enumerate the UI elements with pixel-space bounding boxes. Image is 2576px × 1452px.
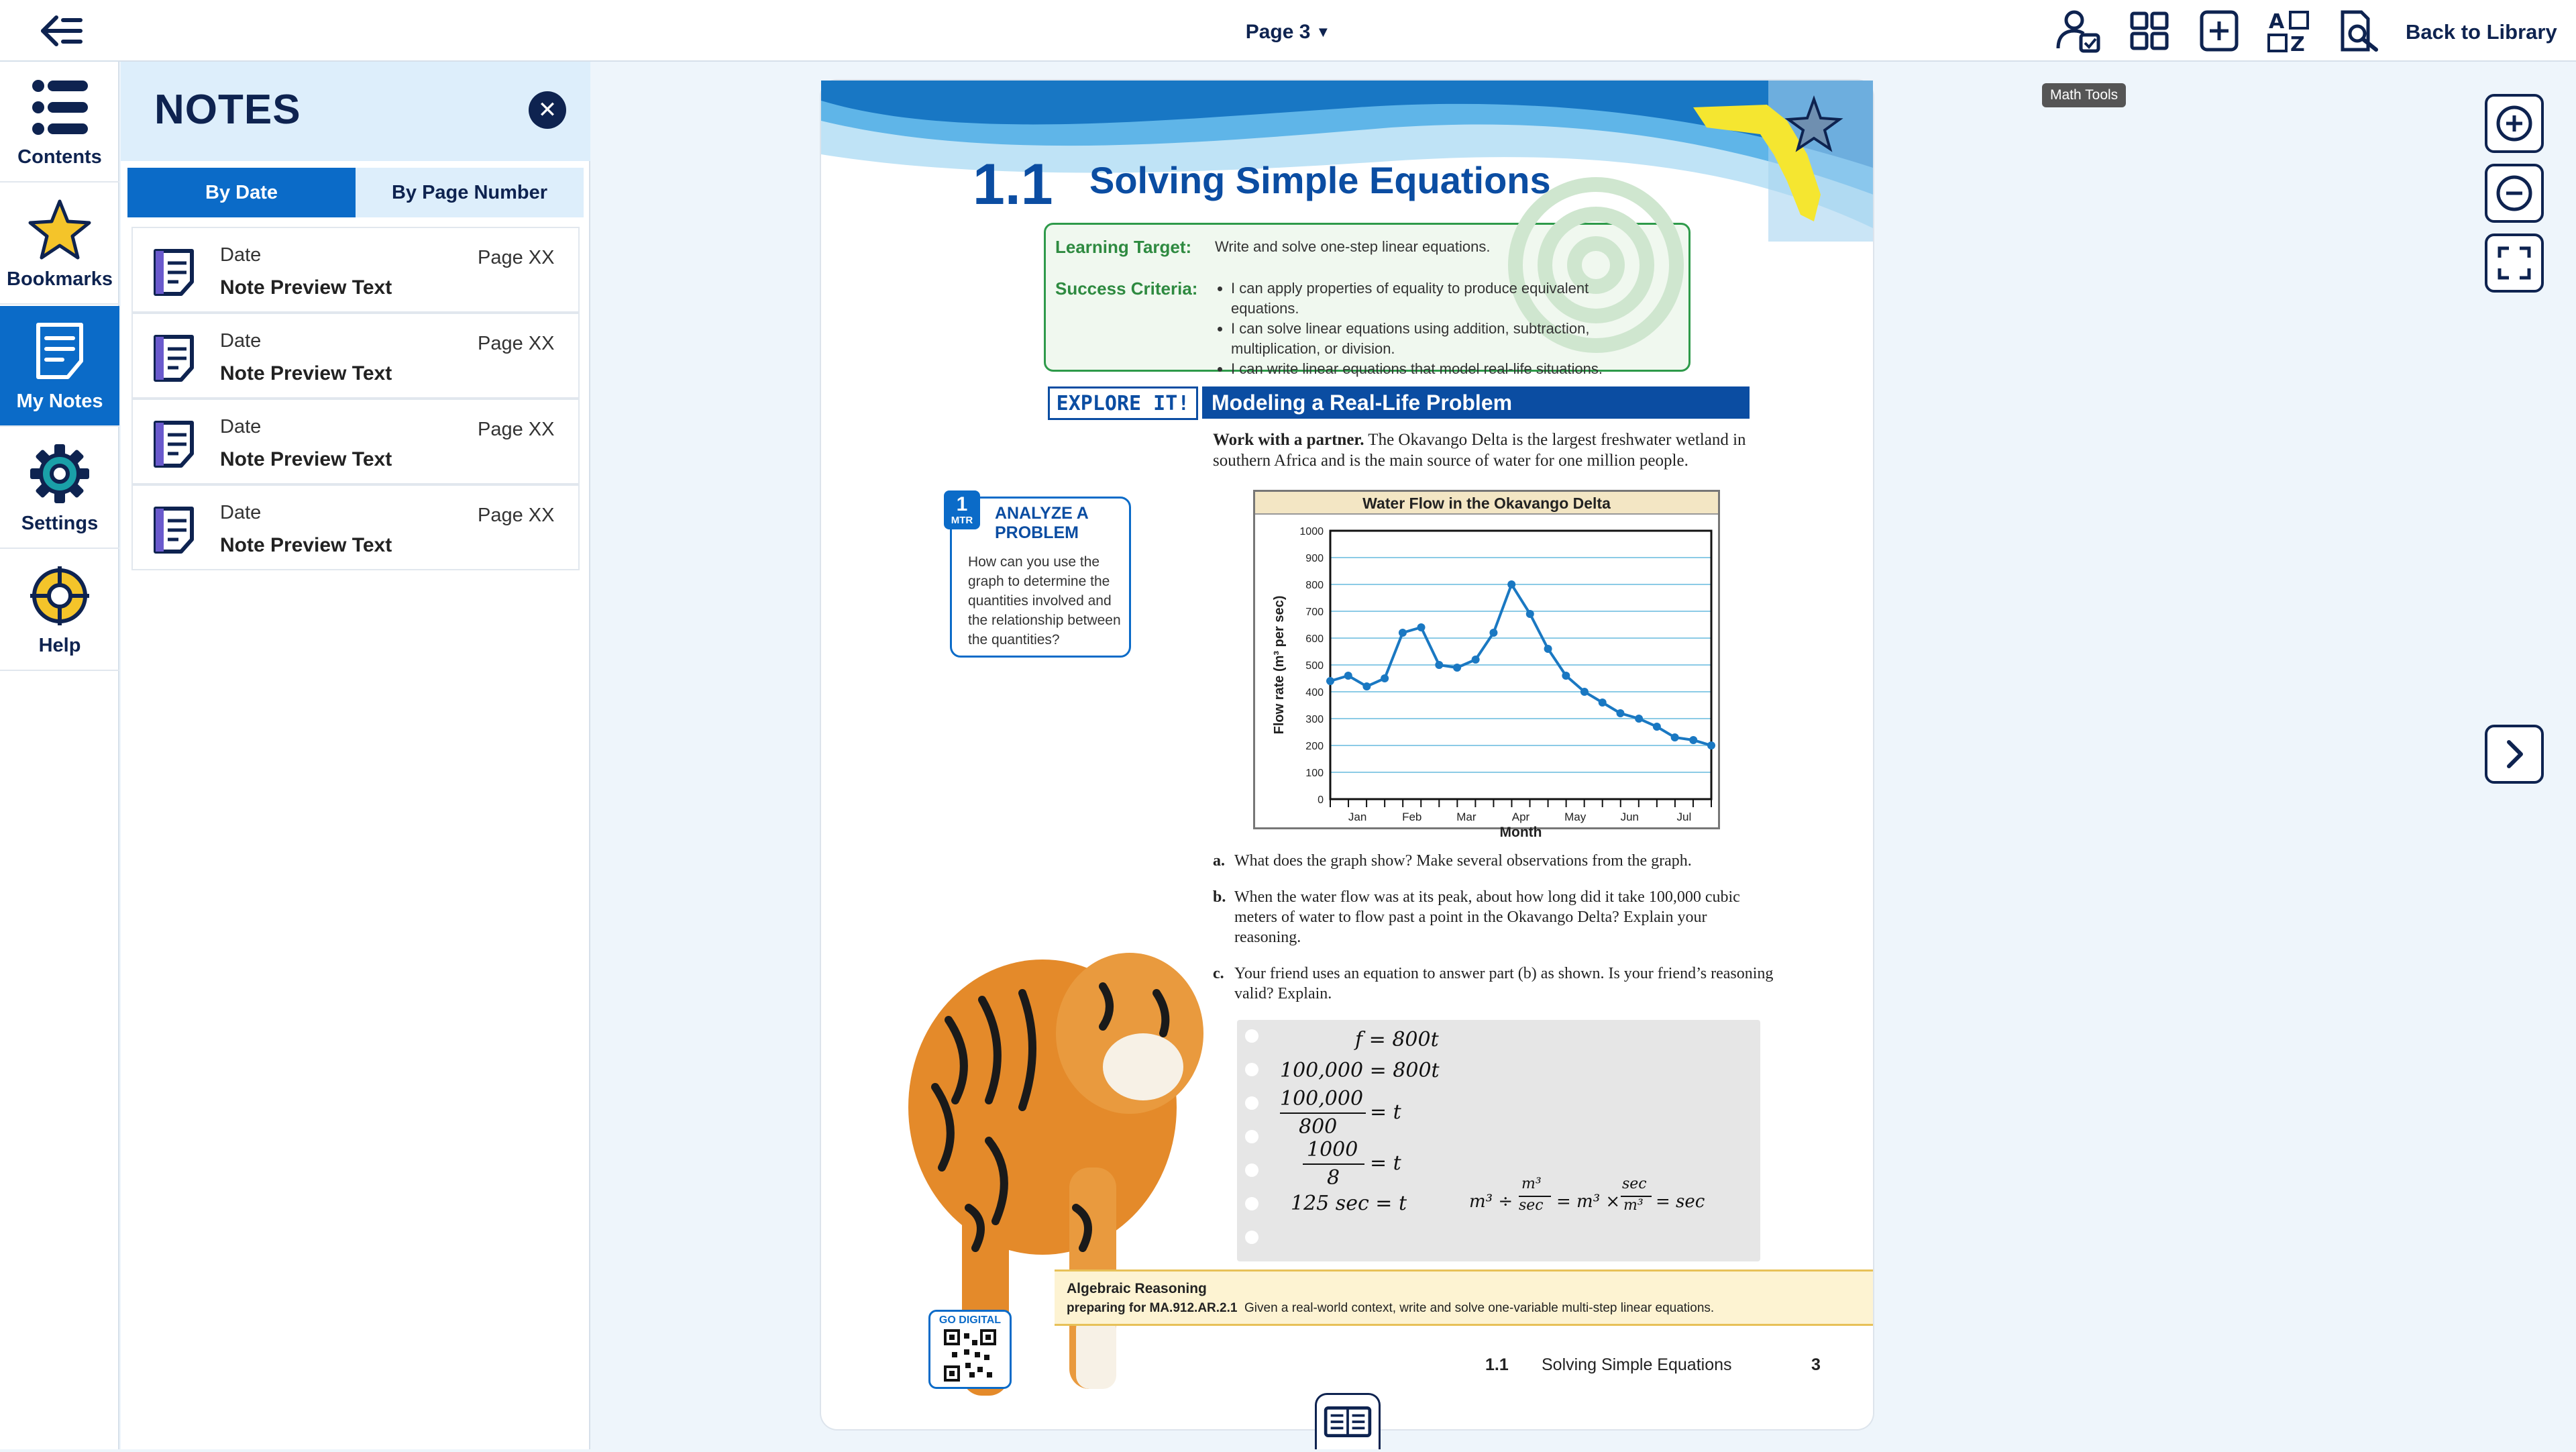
success-criterion: • I can write linear equations that model real-life situations.: [1231, 359, 1660, 379]
math-tools-tooltip: Math Tools: [2042, 83, 2126, 107]
explore-heading: [1048, 386, 1692, 420]
zoom-out-icon: [2487, 166, 2541, 220]
zoom-out-button[interactable]: [2485, 164, 2544, 223]
data-point: [1507, 580, 1515, 588]
units-left: m³ ÷: [1469, 1192, 1513, 1212]
rail-label-my-notes: My Notes: [16, 390, 103, 412]
y-tick-label: 1000: [1299, 526, 1324, 537]
question-c: [1213, 964, 1776, 1004]
y-tick-label: 700: [1305, 607, 1324, 618]
chart-title: Water Flow in the Okavango Delta: [1255, 492, 1718, 515]
data-point: [1635, 715, 1643, 723]
work-line-4-rhs: = t: [1370, 1151, 1401, 1175]
close-notes-button[interactable]: [529, 91, 566, 129]
note-icon: [150, 505, 201, 556]
tab-by-date[interactable]: By Date: [127, 168, 356, 217]
footer-page-number: 3: [1811, 1355, 1821, 1374]
mtr-number: 1: [956, 492, 968, 515]
analyze-text: How can you use the graph to determine the quantities involved and the relationship between the quantities?: [968, 554, 1121, 647]
lesson-title: Solving Simple Equations: [1089, 159, 1551, 201]
note-date: Date: [220, 330, 262, 352]
reasoning-description: Given a real-world context, write and solve one-variable multi-step linear equations.: [1244, 1301, 1715, 1315]
success-criteria-list: [1231, 278, 1660, 379]
help-lifebuoy-icon: [26, 564, 93, 628]
data-point: [1599, 698, 1607, 707]
success-criteria-label: Success Criteria:: [1055, 278, 1198, 299]
work-line-5: 125 sec = t: [1291, 1192, 1407, 1215]
analyze-problem-box: [950, 492, 1131, 658]
units-frac1-num: m³: [1521, 1176, 1542, 1192]
data-point: [1417, 623, 1426, 631]
footer-lesson-number: 1.1: [1485, 1355, 1509, 1374]
y-tick-label: 800: [1305, 580, 1324, 591]
success-criterion: • I can solve linear equations using addition, subtraction, multiplication, or division.: [1231, 319, 1660, 359]
note-page: Page XX: [478, 419, 555, 440]
page-footer: [1485, 1355, 1834, 1380]
data-point: [1562, 672, 1570, 680]
work-line-4-den: 8: [1327, 1166, 1340, 1190]
units-mid: = m³ ×: [1556, 1192, 1621, 1212]
work-line-3-den: 800: [1299, 1115, 1338, 1139]
rail-label-bookmarks: Bookmarks: [7, 268, 113, 290]
zoom-in-icon: [2487, 97, 2541, 150]
close-icon: ✕: [537, 97, 557, 123]
svg-text:A: A: [2269, 10, 2285, 34]
question-text: When the water flow was at its peak, about how long did it take 100,000 cubic meters of water to flow past a point in the Okavango Delta? Explain your reasoning.: [1234, 888, 1740, 946]
data-point: [1472, 656, 1480, 664]
reasoning-standard: preparing for MA.912.AR.2.1: [1067, 1301, 1238, 1315]
star-icon: [26, 197, 93, 262]
note-preview: Note Preview Text: [220, 534, 392, 556]
mtr-label: MTR: [951, 514, 973, 526]
note-icon: [150, 247, 201, 298]
question-label: a.: [1213, 852, 1225, 870]
reasoning-title: Algebraic Reasoning: [1067, 1281, 1207, 1296]
grid-view-icon[interactable]: [2125, 8, 2174, 54]
contents-list-icon: [26, 75, 93, 140]
data-point: [1399, 629, 1407, 637]
data-point: [1362, 682, 1371, 690]
analyze-title: ANALYZE A PROBLEM: [995, 504, 1088, 542]
x-tick-label: May: [1564, 811, 1587, 823]
lesson-number: 1.1: [973, 152, 1053, 217]
data-point: [1344, 672, 1352, 680]
rail-item-contents[interactable]: [0, 62, 119, 183]
tab-by-page-number[interactable]: By Page Number: [391, 181, 548, 203]
data-point: [1580, 688, 1589, 696]
back-to-library-link[interactable]: Back to Library: [2406, 20, 2557, 44]
gear-icon: [26, 442, 93, 506]
units-right: = sec: [1656, 1192, 1705, 1212]
intro-paragraph: [1213, 429, 1776, 471]
friend-work-paper: [1237, 1020, 1760, 1261]
x-tick-label: Jun: [1620, 811, 1639, 823]
note-preview: Note Preview Text: [220, 276, 392, 299]
back-arrow-icon[interactable]: [34, 11, 87, 51]
data-point: [1671, 733, 1679, 741]
y-axis-label: Flow rate (m³ per sec): [1272, 595, 1287, 735]
math-tools-icon[interactable]: [2054, 8, 2102, 54]
book-pages-icon: [1317, 1395, 1379, 1449]
data-point: [1707, 741, 1715, 749]
note-date: Date: [220, 416, 262, 437]
left-rail: [0, 62, 119, 1449]
page-selector[interactable]: [1208, 17, 1368, 47]
notes-header: [121, 62, 590, 161]
learning-target-box: [1044, 223, 1690, 377]
rail-item-my-notes[interactable]: [0, 306, 119, 427]
x-tick-label: Mar: [1456, 811, 1477, 823]
question-text: What does the graph show? Make several observations from the graph.: [1234, 852, 1692, 870]
rail-label-settings: Settings: [21, 512, 99, 534]
mtr-badge: [944, 490, 980, 529]
y-tick-label: 900: [1305, 553, 1324, 564]
chevron-right-icon: [2487, 727, 2541, 781]
footer-lesson-title: Solving Simple Equations: [1542, 1355, 1732, 1374]
learning-target-label: Learning Target:: [1055, 237, 1192, 257]
note-item[interactable]: [131, 313, 580, 399]
note-page: Page XX: [478, 247, 555, 268]
y-tick-label: 600: [1305, 633, 1324, 645]
go-digital-qr[interactable]: [928, 1310, 1012, 1389]
book-page: [821, 81, 1873, 1429]
units-frac1-den: sec: [1519, 1197, 1544, 1214]
add-note-icon[interactable]: [2195, 8, 2243, 54]
question-b: [1213, 887, 1776, 947]
notes-icon: [26, 319, 93, 384]
data-point: [1435, 661, 1443, 669]
search-page-icon[interactable]: [2334, 8, 2383, 54]
units-frac2-den: m³: [1623, 1197, 1644, 1214]
svg-text:Z: Z: [2290, 33, 2305, 56]
y-tick-label: 200: [1305, 741, 1324, 752]
qr-code-icon: [945, 1331, 995, 1380]
glossary-icon[interactable]: [2265, 8, 2313, 54]
question-a: [1213, 851, 1776, 871]
data-point: [1689, 736, 1697, 744]
note-item[interactable]: [131, 227, 580, 313]
note-page: Page XX: [478, 333, 555, 354]
caret-down-icon: ▼: [1316, 23, 1331, 40]
data-point: [1653, 723, 1661, 731]
y-tick-label: 0: [1318, 794, 1324, 806]
work-line-4-num: 1000: [1307, 1138, 1358, 1161]
x-tick-label: Apr: [1511, 811, 1530, 823]
notes-tabs: [127, 168, 584, 217]
data-point: [1616, 709, 1624, 717]
notes-panel: [121, 62, 590, 1449]
question-text: Your friend uses an equation to answer part (b) as shown. Is your friend’s reasoning valid? Explain.: [1234, 965, 1774, 1002]
x-tick-label: Jul: [1676, 811, 1692, 823]
note-date: Date: [220, 502, 262, 523]
water-flow-chart: [1253, 490, 1720, 840]
data-point: [1489, 629, 1497, 637]
data-point: [1453, 664, 1461, 672]
learning-target-text: Write and solve one-step linear equations.: [1215, 238, 1491, 255]
work-line-3-rhs: = t: [1370, 1100, 1401, 1124]
top-bar: [0, 0, 2576, 62]
next-page-button[interactable]: [2485, 725, 2544, 784]
note-preview: Note Preview Text: [220, 448, 392, 470]
question-list: [1213, 851, 1776, 1020]
note-item[interactable]: [131, 484, 580, 570]
success-criterion: • I can apply properties of equality to produce equivalent equations.: [1231, 278, 1660, 319]
question-label: c.: [1213, 965, 1224, 982]
question-label: b.: [1213, 888, 1226, 906]
algebraic-reasoning-box: [1055, 1269, 1873, 1326]
note-date: Date: [220, 244, 262, 266]
x-axis-label: Month: [1499, 825, 1542, 840]
y-tick-label: 100: [1305, 768, 1324, 779]
rail-item-settings[interactable]: [0, 428, 119, 549]
note-icon: [150, 333, 201, 384]
fullscreen-button[interactable]: [2485, 234, 2544, 293]
intro-bold: Work with a partner.: [1213, 431, 1364, 449]
data-point: [1381, 674, 1389, 682]
rail-label-help: Help: [38, 634, 81, 656]
explore-tag: EXPLORE IT!: [1048, 386, 1198, 420]
data-point: [1526, 610, 1534, 618]
x-tick-label: Jan: [1348, 811, 1367, 823]
note-preview: Note Preview Text: [220, 362, 392, 384]
x-tick-label: Feb: [1402, 811, 1422, 823]
work-line-3-num: 100,000: [1280, 1087, 1364, 1110]
note-list: [131, 227, 580, 570]
reasoning-text: [1067, 1301, 1714, 1316]
work-line-2: 100,000 = 800t: [1280, 1059, 1440, 1082]
explore-title: Modeling a Real-Life Problem: [1202, 386, 1750, 419]
note-page: Page XX: [478, 505, 555, 526]
y-tick-label: 400: [1305, 687, 1324, 698]
rail-item-help[interactable]: [0, 550, 119, 671]
go-digital-label: GO DIGITAL: [938, 1314, 1002, 1326]
intro-text: The Okavango Delta is the largest freshwater wetland in southern Africa and is the main source of water for one million people.: [1213, 431, 1746, 470]
y-tick-label: 300: [1305, 714, 1324, 725]
note-icon: [150, 419, 201, 470]
rail-item-bookmarks[interactable]: [0, 184, 119, 305]
page-thumbnails-button[interactable]: [1315, 1393, 1381, 1449]
zoom-in-button[interactable]: [2485, 94, 2544, 153]
page-label: Page 3: [1245, 21, 1311, 43]
notes-title: NOTES: [154, 87, 301, 133]
work-line-1: f = 800t: [1355, 1028, 1439, 1051]
note-item[interactable]: [131, 399, 580, 484]
data-point: [1326, 677, 1334, 685]
y-tick-label: 500: [1305, 660, 1324, 672]
data-point: [1544, 645, 1552, 653]
units-frac2-num: sec: [1622, 1176, 1647, 1192]
fullscreen-icon: [2487, 236, 2541, 290]
chart-plot: [1255, 515, 1718, 840]
rail-label-contents: Contents: [17, 146, 102, 168]
